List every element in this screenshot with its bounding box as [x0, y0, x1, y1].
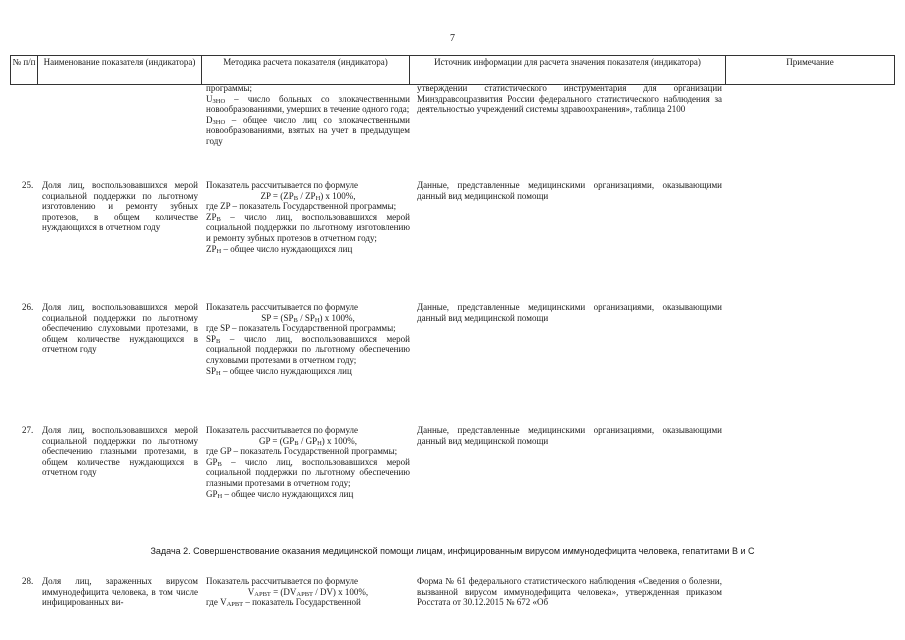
header-name: Наименование показателя (индикатора): [38, 56, 202, 84]
formula: ZP = $(ZP_В / ZP_Н)$ x 100%,: [260, 190, 356, 202]
method-cell: [206, 302, 410, 376]
method-cell: [206, 576, 410, 608]
method-definition: $ZP_Н$ – общее число нуждающихся лиц: [206, 243, 353, 255]
method-line: программы;: [206, 83, 252, 93]
indicator-name: Доля лиц, воспользовавшихся мерой социальной поддержки по льготному изготовлению и ремонту зубных протезов, в общем количестве нуждающихся в отчетном году: [42, 180, 198, 233]
formula: GP = $(GP_В / GP_Н)$ x 100%,: [258, 435, 358, 447]
task-heading: Задача 2. Совершенствование оказания медицинской помощи лицам, инфицированным вирусом иммунодефицита человека, гепатитами В и С: [150, 546, 755, 556]
row-number: 26.: [22, 302, 34, 312]
row-number: 28.: [22, 576, 34, 586]
method-intro: Показатель рассчитывается по формуле: [206, 576, 359, 586]
table-header: [10, 55, 895, 85]
header-note: Примечание: [726, 56, 895, 84]
source-cell: Форма № 61 федерального статистического наблюдения «Сведения о болезни, вызванной вирусом иммунодефицита человека», утвержденная приказом Росстата от 30.12.2015 № 672 «Об: [417, 576, 722, 608]
formula: $V_{АРВТ} = (DV_{АРВТ} / DV)$ x 100%,: [247, 586, 369, 598]
header-method: Методика расчета показателя (индикатора): [202, 56, 410, 84]
row-number: 25.: [22, 180, 34, 190]
formula: SP = $(SP_В / SP_Н)$ x 100%,: [261, 312, 355, 324]
method-intro: Показатель рассчитывается по формуле: [206, 425, 359, 435]
method-intro: Показатель рассчитывается по формуле: [206, 180, 359, 190]
method-definition: $GP_В$ – число лиц, воспользовавшихся мерой социальной поддержки по льготному обеспечению глазными протезами в отчетном году;: [206, 456, 410, 488]
header-source: Источник информации для расчета значения показателя (индикатора): [410, 56, 726, 84]
method-definition: где $V_{АРВТ}$ – показатель Государственной: [206, 597, 361, 609]
method-definition: где ZP – показатель Государственной программы;: [206, 201, 397, 212]
indicator-name: Доля лиц, воспользовавшихся мерой социальной поддержки по льготному обеспечению слуховыми протезами, в общем количестве нуждающихся в отчетном году: [42, 302, 198, 355]
method-intro: Показатель рассчитывается по формуле: [206, 302, 359, 312]
method-definition: $ZP_В$ – число лиц, воспользовавшихся мерой социальной поддержки по льготному изготовлению и ремонту зубных протезов в отчетном году;: [206, 211, 410, 243]
source-cell: Данные, представленные медицинскими организациями, оказывающими данный вид медицинской помощи: [417, 425, 722, 446]
method-definition: где SP – показатель Государственной программы;: [206, 323, 396, 334]
source-cell: Данные, представленные медицинскими организациями, оказывающими данный вид медицинской помощи: [417, 180, 722, 201]
method-line: $U_{ЗНО}$ – число больных со злокачественными новообразованиями, умерших в течение одного года;: [206, 93, 410, 115]
method-cell: [206, 180, 410, 254]
indicator-name: Доля лиц, зараженных вирусом иммунодефицита человека, в том числе инфицированных ви-: [42, 576, 198, 608]
method-definition: $SP_В$ – число лиц, воспользовавшихся мерой социальной поддержки по льготному обеспечению слуховыми протезами в отчетном году;: [206, 333, 410, 365]
method-definition: $GP_Н$ – общее число нуждающихся лиц: [206, 488, 354, 500]
method-definition: где GP – показатель Государственной программы;: [206, 446, 398, 457]
method-cell: [206, 425, 410, 499]
indicator-name: Доля лиц, воспользовавшихся мерой социальной поддержки по льготному обеспечению глазными протезами, в общем количестве нуждающихся в отчетном году: [42, 425, 198, 478]
row-number: 27.: [22, 425, 34, 435]
page-number: 7: [450, 33, 455, 44]
method-definition: $SP_Н$ – общее число нуждающихся лиц: [206, 365, 352, 377]
source-cell: утверждении статистического инструментария для организации Минздравсоцразвития России федерального статистического наблюдения за деятельностью учреждений системы здравоохранения», таблица 2100: [417, 83, 722, 115]
method-cell: [206, 83, 410, 147]
method-line: $D_{ЗНО}$ – общее число лиц со злокачественными новообразованиями, взятых на учет в предыдущем году: [206, 114, 410, 146]
source-cell: Данные, представленные медицинскими организациями, оказывающими данный вид медицинской помощи: [417, 302, 722, 323]
header-num: № п/п: [10, 56, 38, 84]
